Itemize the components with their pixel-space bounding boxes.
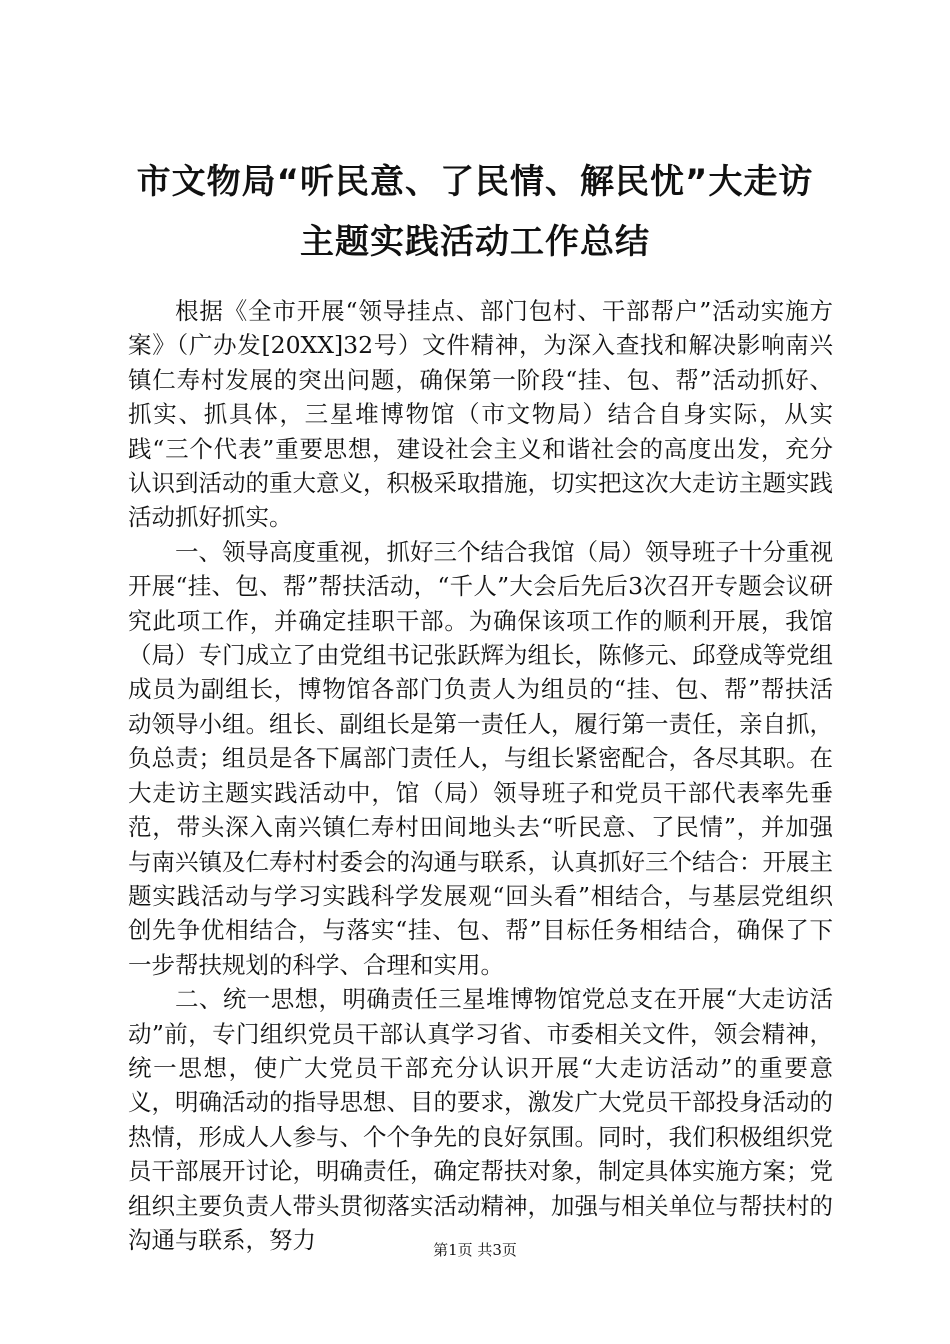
paragraph-section-1: 一、领导高度重视，抓好三个结合我馆（局）领导班子十分重视开展“挂、包、帮”帮扶活动，“千人”大会后先后3次召开专题会议研究此项工作，并确定挂职干部。为确保该项工作的顺利开展，我馆（局）专门成立了由党组书记张跃辉为组长，陈修元、邱登成等党组成员为副组长，博物馆各部门负责人为组员的“挂、包、帮”帮扶活动领导小组。组长、副组长是第一责任人，履行第一责任，亲自抓，负总责；组员是各下属部门责任人，与组长紧密配合，各尽其职。在大走访主题实践活动中，馆（局）领导班子和党员干部代表率先垂范，带头深入南兴镇仁寿村田间地头去“听民意、了民情”，并加强与南兴镇及仁寿村村委会的沟通与联系，认真抓好三个结合：开展主题实践活动与学习实践科学发展观“回头看”相结合，与基层党组织创先争优相结合，与落实“挂、包、帮”目标任务相结合，确保了下一步帮扶规划的科学、合理和实用。 (128, 537, 833, 979)
page-footer: 第1页 共3页 (433, 1241, 517, 1259)
paragraph-intro: 根据《全市开展“领导挂点、部门包村、干部帮户”活动实施方案》（广办发[20XX]32号）文件精神，为深入查找和解决影响南兴镇仁寿村发展的突出问题，确保第一阶段“挂、包、帮”活动抓好、抓实、抓具体，三星堆博物馆（市文物局）结合自身实际，从实践“三个代表”重要思想，建设社会主义和谐社会的高度出发，充分认识到活动的重大意义，积极采取措施，切实把这次大走访主题实践活动抓好抓实。 (128, 297, 833, 532)
paragraph-section-2: 二、统一思想，明确责任三星堆博物馆党总支在开展“大走访活动”前，专门组织党员干部认真学习省、市委相关文件，领会精神，统一思想，使广大党员干部充分认识开展“大走访活动”的重要意义，明确活动的指导思想、目的要求，激发广大党员干部投身活动的热情，形成人人参与、个个争先的良好氛围。同时，我们积极组织党员干部展开讨论，明确责任，确定帮扶对象，制定具体实施方案；党组织主要负责人带头贯彻落实活动精神，加强与相关单位与帮扶村的沟通与联系，努力 (128, 985, 833, 1254)
document-body (128, 294, 833, 1257)
document-title-line-1: 市文物局“听民意、了民情、解民忧”大走访 (136, 162, 814, 202)
document-title-line-2: 主题实践活动工作总结 (300, 222, 650, 262)
